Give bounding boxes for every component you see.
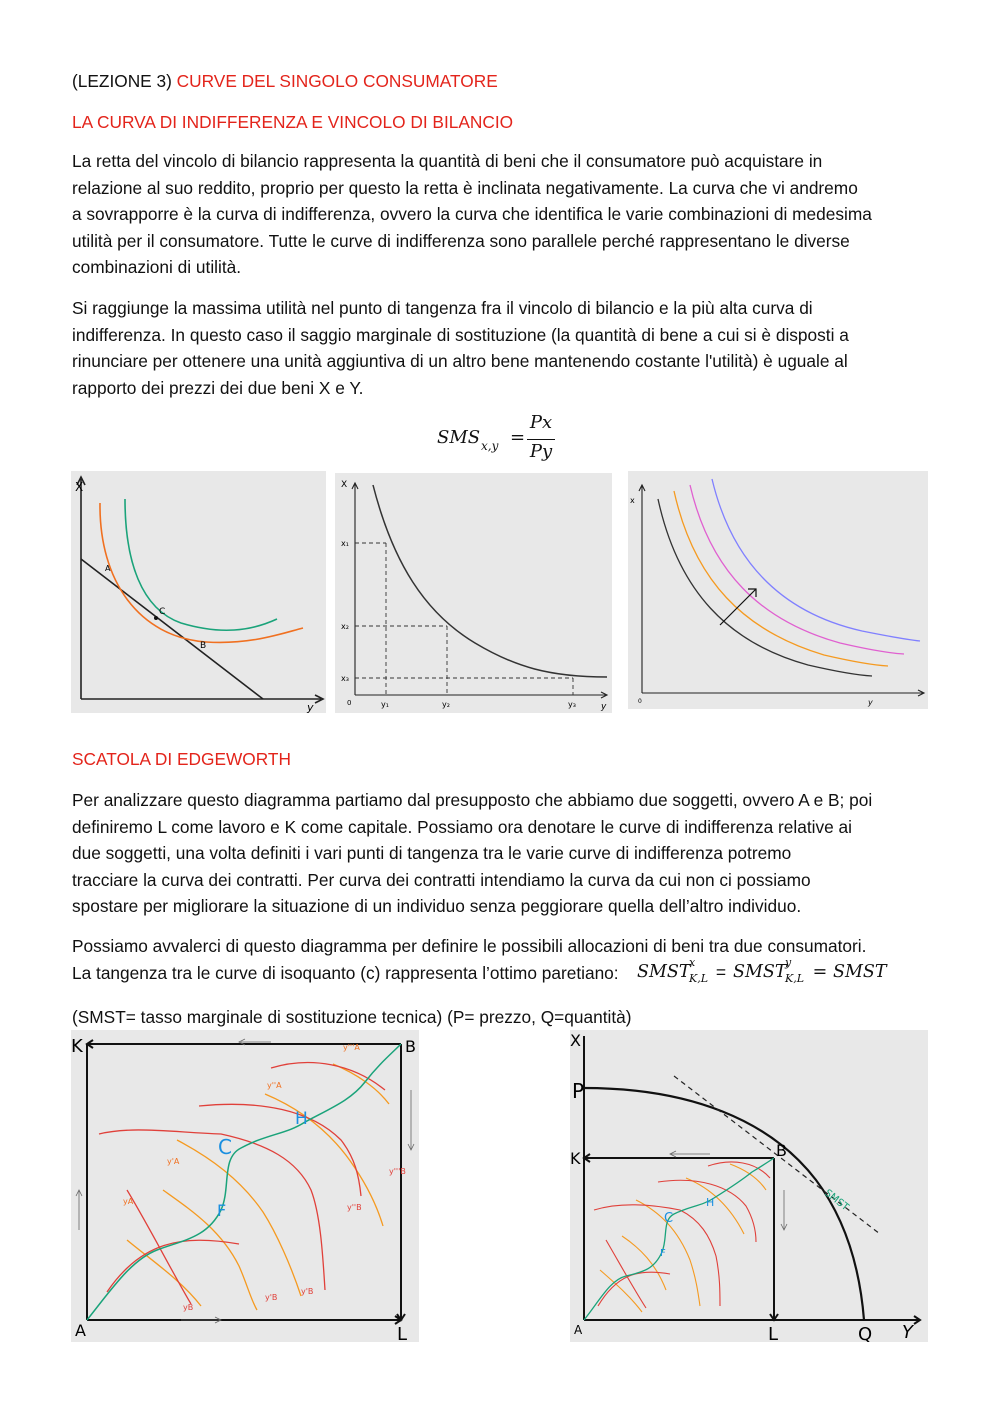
b-label: B [776,1141,787,1160]
indifference-a5 [333,1064,389,1104]
text-line: due soggetti, una volta definiti i vari punti di tangenza tra le varie curve di indifferenza potremo [72,843,792,864]
smst-term-y: SMST [733,962,787,982]
figure-edgeworth-box-svg [71,1030,419,1342]
text-line: definiremo L come lavoro e K come capitale. Possiamo ora denotare le curve di indifferenza relative ai [72,816,852,837]
point-c-label: C [664,1211,674,1226]
x-axis-label: y [601,702,607,712]
text-line: Si raggiunge la massima utilità nel punto di tangenza fra il vincolo di bilancio e la più alta curva di [72,298,813,318]
section-heading-edgeworth: SCATOLA DI EDGEWORTH [72,749,291,769]
formula-subscript: x,y [481,439,499,453]
y-axis-label: X [341,480,348,490]
indifference-a2 [163,1190,257,1310]
q-label: Q [858,1324,873,1342]
y3-label: y₃ [568,700,576,709]
label-ya1: y'''A [343,1043,360,1052]
figure-indifference-map-svg [628,471,928,709]
a-label: A [75,1321,86,1340]
text-line: a sovrapporre è la curva di indifferenza, ovvero la curva che identifica le varie combinazioni di medesima [72,204,872,225]
paragraph-edgeworth [72,787,942,920]
point-a-label: A [105,564,111,573]
y2-label: y₂ [442,700,450,709]
text-line: relazione al suo reddito, proprio per questo la retta è inclinata negativamente. La curva che vi andremo [72,177,858,198]
figure-budget-indifference-svg [71,471,326,713]
label-ya3: y'A [167,1157,180,1166]
point-b-label: B [200,641,207,651]
indifference-b5 [271,1063,385,1090]
figure-budget-indifference [71,471,326,713]
text-line: Per analizzare questo diagramma partiamo dal presupposto che abbiamo due soggetti, ovvero A e B; poi [72,790,873,810]
l-label: L [397,1324,408,1342]
tangency-point [154,616,158,620]
indifference-a4 [265,1094,383,1226]
x-axis-label: X [570,1031,581,1050]
figure-edgeworth-box [71,1030,419,1342]
y-axis-label: X [75,480,84,494]
x2-label: x₂ [341,622,349,631]
lesson-prefix: (LEZIONE 3) [72,71,177,91]
k-label: K [71,1036,83,1057]
smst-sup-y: y [785,956,792,969]
label-yb1: y'''B [389,1167,406,1176]
text-line: indifferenza. In questo caso il saggio marginale di sostituzione (la quantità di bene a cui si è disposti a [72,324,849,345]
y1-label: y₁ [381,700,389,709]
x1-label: x₁ [341,539,349,548]
indifference-curve-orange [674,491,888,666]
sms-formula [437,412,567,468]
a-label: A [574,1323,583,1337]
smst-label: SMST [822,1187,851,1214]
smst-term-x: SMST [637,962,691,982]
text-line: utilità per il consumatore. Tutte le curve di indifferenza sono parallele perché rappresentano le diverse [72,230,850,251]
y-axis-label: x [630,496,635,505]
figure-production-frontier-svg [570,1030,928,1342]
label-ya4: yA [123,1197,134,1206]
indifference-b1 [107,1240,239,1292]
indifference-a1 [127,1240,201,1306]
figure-production-frontier [570,1030,928,1342]
lesson-heading [72,68,498,95]
text-line: tracciare la curva dei contratti. Per curva dei contratti intendiamo la curva da cui non ci possiamo [72,869,811,890]
formula-lhs: SMS [437,427,481,448]
x3-label: x₃ [341,674,349,683]
indifference-curve-black [658,499,872,676]
label-yb4: yB [183,1303,194,1312]
smst-sup-x: x [689,956,696,969]
smst-formula [637,958,937,990]
text-line: La tangenza tra le curve di isoquanto (c) rappresenta l’ottimo paretiano: [72,962,619,983]
point-c-label: C [218,1135,232,1159]
text-line: combinazioni di utilità. [72,257,242,278]
text-line: rapporto dei prezzi dei due beni X e Y. [72,377,364,398]
indifference-curve-blue [712,479,920,641]
y-axis-label: Y [902,1322,913,1342]
formula-denominator: Py [529,441,553,462]
x-axis-label: y [307,701,314,713]
label-ya2: y''A [267,1081,282,1090]
paragraph-max-utility [72,295,942,401]
figure-indifference-map [628,471,928,709]
text-line: La retta del vincolo di bilancio rappresenta la quantità di beni che il consumatore può acquistare in [72,151,823,171]
indifference-curve [373,485,607,677]
lesson-title: CURVE DEL SINGOLO CONSUMATORE [176,71,498,91]
figure-marginal-rate-svg [335,473,612,713]
point-c-label: C [159,607,166,617]
paragraph-budget-constraint [72,148,942,281]
formula-numerator: Px [529,412,553,433]
text-line: rinunciare per ottenere una unità aggiuntiva di un altro bene mantenendo costante l'utilità) è uguale al [72,351,848,372]
b-label: B [405,1037,416,1056]
origin-label: 0 [347,699,352,707]
l-label: L [768,1324,779,1342]
point-f-label: F [660,1248,666,1259]
p-label: P [572,1079,585,1103]
point-f-label: F [217,1201,227,1220]
formula-equals: = [510,427,526,448]
fraction-bar [527,439,555,440]
k-label: K [570,1149,581,1168]
smst-term: SMST [833,962,887,982]
label-yb5: y'B [265,1293,278,1302]
text-line: spostare per migliorare la situazione di un individuo senza peggiorare quella dell’altro individuo. [72,896,802,917]
text-line: Possiamo avvalerci di questo diagramma per definire le possibili allocazioni di beni tra due consumatori. [72,936,867,956]
x-axis-label: y [868,698,873,707]
figure-marginal-rate [335,473,612,713]
smst-eq2: = [807,962,833,982]
section-heading-indifference: LA CURVA DI INDIFFERENZA E VINCOLO DI BILANCIO [72,112,514,132]
origin-label: 0 [638,698,642,705]
indifference-a3 [177,1140,301,1296]
point-h-label: H [295,1109,308,1129]
smst-sub-x: K,L [689,972,709,985]
label-yb3: y'B [301,1287,314,1296]
point-h-label: H [706,1196,715,1209]
abbreviation-note: (SMST= tasso marginale di sostituzione tecnica) (P= prezzo, Q=quantità) [72,1007,632,1027]
smst-sub-y: K,L [785,972,805,985]
label-yb2: y''B [347,1203,362,1212]
smst-eq1: = [711,962,731,982]
